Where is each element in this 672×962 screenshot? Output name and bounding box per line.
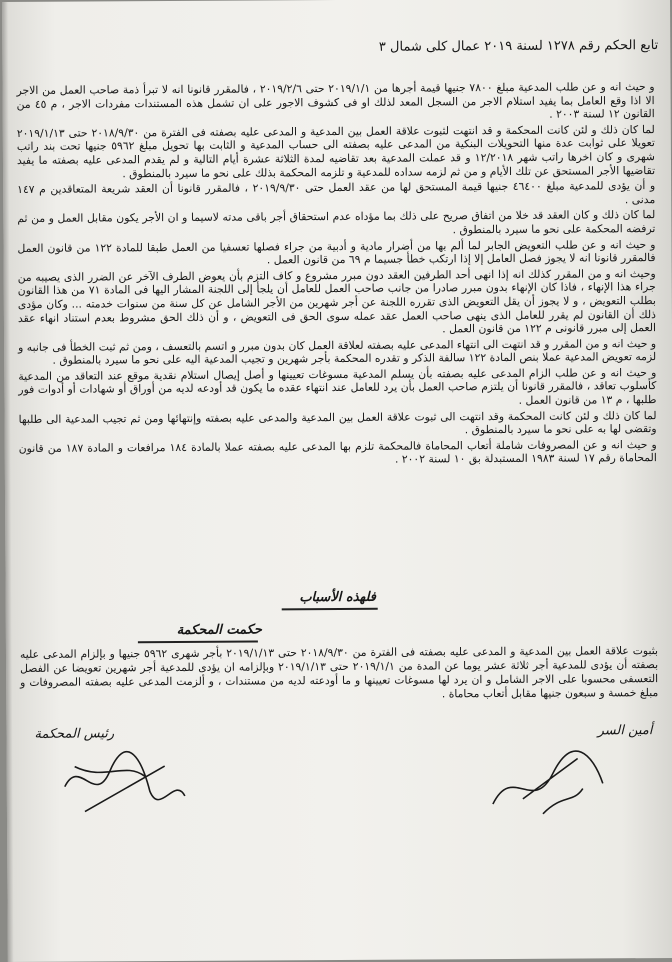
judgment-reasoning [17, 80, 657, 471]
paragraph-compensation-claim: و حيث انه و عن طلب التعويض الجابر لما ألم بها من أضرار مادية و أدبية من جراء فصلها تعسفيا من العمل طبقا للمادة ١٢٢ من قانون العمل فالمقرر قانونا انه لا يجوز فصل العامل إلا إذا ارتكب خطأ جسيما م ٦٩ من قانون العمل . [17, 237, 656, 267]
paragraph-contract-rejection: لما كان ذلك و كان العقد قد خلا من اتفاق صريح على ذلك بما مؤداه عدم استحقاق أجر باقى مدته لاسيما و ان الأجر يكون مقابل العمل و من ثم ترفضه المحكمة على نحو ما سيرد بالمنطوق . [17, 208, 656, 237]
section-title-reasons: فلهذه الأسباب [299, 589, 377, 606]
president-signature-scribble [55, 746, 195, 827]
secretary-signature-scribble [483, 743, 613, 824]
document-page [2, 0, 672, 962]
paragraph-wage-claim: و حيث انه و عن طلب المدعية مبلغ ٧٨٠٠ جنيها قيمة أجرها من ٢٠١٩/١/١ حتى ٢٠١٩/٢/٦ ، فالمقرر قانونا انه لا تبرأ ذمة صاحب العمل من الاجر الا اذا وقع العامل بما يفيد استلام الاجر من السجل المعد لذلك او فى كشوف الاجور على ان تشمل هذه المستندات مفردات الاجر ، م ٤٥ من القانون ١٢ لسنة ٢٠٠٣ . [16, 80, 655, 121]
paragraph-documents-claim: و حيث انه و عن طلب الزام المدعى عليه بصفته بأن يسلم المدعية مسوغات تعيينها و أصل إيصال استلام نقدية موقع عند التعاقد من المدعية كأسلوب تعاقد ، فالمقرر قانونا أن يلتزم صاحب العمل بأن يرد للعامل عند انتهاء عقده ما يكون قد أودعه لديه من أوراق أو شهادات أو أدوات فور طلبها ، م ١٣ من قانون العمل . [18, 365, 657, 407]
signature-president-label: رئيس المحكمة [34, 726, 115, 742]
section-title-ruling: حكمت المحكمة [176, 622, 262, 638]
paragraph-employment-relationship: لما كان ذلك و لئن كانت المحكمة و قد انتهت لثبوت علاقة العمل بين المدعية و المدعى عليه بصفته فى الفترة من ٢٠١٨/٩/٣٠ حتى ٢٠١٩/١/١٣ تعويلا على ثوابت عدة منها التحويلات البنكية من المدعى عليه بصفته الى حساب المدعية و الثابت بها تحويل مبلغ ٥٩٦٢ جنيها تحت بند راتب شهرى و كان اخرها راتب شهر ١٢/٢٠١٨ و قد عملت المدعية بعد تقاضيه لمدة الثلاثة عشرة أيام التالية و لم يقدم المدعى عليه بصفته ما يفيد تقاضيها الأجر المستحق عن تلك الأيام و من ثم لزمه سداده للمدعية و تلزمه المحكمة بذلك على نحو ما سيرد بالمنطوق . [16, 122, 656, 180]
paragraph-termination-rules: وحيث انه و من المقرر كذلك انه إذا انهى أحد الطرفين العقد دون مبرر مشروع و كاف التزم بأن يعوض الطرف الآخر عن الضرر الذى يصيبه من جراء هذا الإنهاء ، فاذا كان الإنهاء بدون مبرر صادرا من جانب صاحب العمل للعامل أن يلجأ إلى اللجنة المشار اليها فى المادة ٧١ من هذا القانون بطلب التعويض ، و لا يجوز أن يقل التعويض الذى تقرره اللجنة عن أجر شهرين من الأجر الشامل عن كل سنة من سنوات خدمته ... وكان مؤدى ذلك أن القانون لم يقرر للعامل الذى ينهى صاحب العمل عقد عمله سوى الحق فى التعويض ، و أن ذلك الحق مشروط بعدم استناد انهاء عقد العمل إلى مبرر قانونى م ١٢٢ من قانون العمل . [17, 266, 657, 336]
ruling-text: بثبوت علاقة العمل بين المدعية و المدعى عليه بصفته فى الفترة من ٢٠١٨/٩/٣٠ حتى ٢٠١٩/١/١٣ بأجر شهرى ٥٩٦٢ جنيها و بإلزام المدعى عليه بصفته أن يؤدى للمدعية أجر ثلاثة عشر يوما عن المدة من ٢٠١٩/١/١ حتى ٢٠١٩/١/١٣ وبإلزامه ان يؤدى للمدعية أجر شهرين تعويضا عن الفصل التعسفى محسوبا على الاجر الشامل و ان يرد لها مسوغات تعيينها و ما أودعته لديه من مستندات ، و ألزمت المدعى عليه بصفته المصروفات و مبلغ خمسة و سبعون جنيها مقابل أتعاب محاماة . [19, 644, 659, 701]
page-content [10, 0, 664, 962]
reasons-underline [282, 608, 378, 610]
paragraph-contract-remainder: و أن يؤدى للمدعية مبلغ ٤٦٤٠٠ جنيها قيمة المستحق لها من عقد العمل حتى ٢٠١٩/٩/٣٠ ، فالمقرر قانونا أن العقد شريعة المتعاقدين م ١٤٧ مدنى . [17, 179, 656, 206]
paragraph-costs: و حيث انه و عن المصروفات شاملة أتعاب المحاماة فالمحكمة تلزم بها المدعى عليه بصفته عملا بالمادة ١٨٤ مرافعات و المادة ١٨٧ من قانون المحاماة رقم ١٧ لسنة ١٩٨٣ المستبدلة بق ١٠ لسنة ٢٠٠٢ . [18, 437, 657, 467]
paragraph-documents-granted: لما كان ذلك و لئن كانت المحكمة وقد انتهت الى ثبوت علاقة العمل بين المدعية والمدعى عليه بصفته وإنتهائها ومن ثم تجيب المدعية الى طلبها وتقضى لها به على نحو ما سيرد بالمنطوق . [18, 408, 657, 437]
ruling-underline [138, 640, 258, 642]
paragraph-arbitrary-dismissal: و حيث انه و من المقرر و قد انتهت الى انتهاء المدعى عليه بصفته لعلاقة العمل كان بدون مبرر و اتسم بالتعسف ، ومن ثم ثبت الخطأ فى جانبه و لزمه تعويض المدعية عملا بنص المادة ١٢٢ سالفة الذكر و تقدره المحكمة بأجر شهرين و تجيب المدعية اليه على نحو ما سيرد بالمنطوق . [18, 336, 657, 368]
judgment-header: تابع الحكم رقم ١٢٧٨ لسنة ٢٠١٩ عمال كلى شمال ٣ [378, 38, 659, 55]
signature-secretary-label: أمين السر [597, 723, 653, 739]
